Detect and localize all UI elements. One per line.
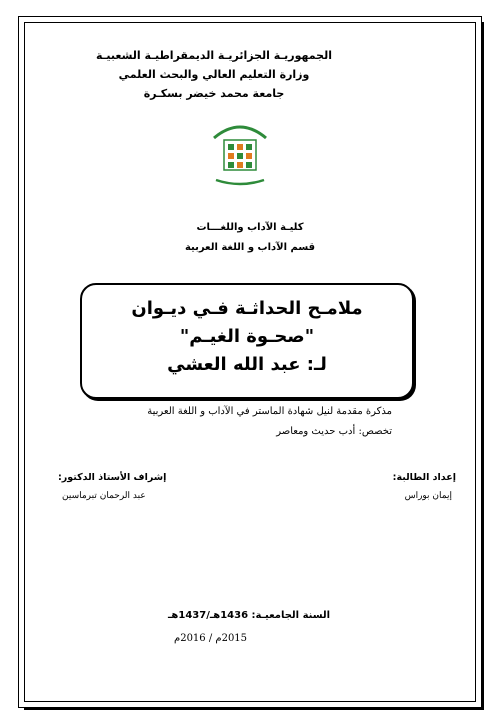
college-name: كليـة الآداب واللغـــات	[196, 222, 304, 233]
academic-year-hijri: السنة الجامعيـة: 1436هـ/1437هـ	[168, 610, 331, 621]
academic-year-gregorian: 2015م / 2016م	[174, 633, 248, 644]
thesis-title-line2: "صحـوة الغيـم"	[179, 326, 315, 347]
faculty-block	[160, 218, 340, 258]
supervisor-label: إشراف الأستاذ الدكتور:	[58, 472, 167, 483]
university-logo	[204, 118, 276, 190]
thesis-title-box	[80, 283, 414, 399]
specialization: تخصص: أدب حديث ومعاصر	[276, 426, 392, 437]
supervisor-name: عبد الرحمان تبرماسين	[62, 491, 146, 501]
header-republic: الجمهوريـة الجزائريـة الديمقراطيـة الشعبيـة	[95, 49, 332, 62]
thesis-description	[92, 402, 392, 442]
thesis-title-author: لـ: عبد الله العشي	[167, 354, 327, 375]
department-name: قسم الآداب و اللغة العربية	[184, 242, 316, 253]
student-label: إعداد الطالبة:	[392, 472, 456, 483]
student-name: إيمان بوراس	[404, 491, 452, 501]
page-border-shadow-right	[481, 22, 484, 708]
header-ministry: وزارة التعليم العالي والبحث العلمي	[118, 68, 310, 81]
thesis-title-line1: ملامـح الحداثـة فـي ديـوان	[131, 298, 363, 319]
page-border-shadow-bottom	[24, 707, 484, 710]
degree-statement: مذكرة مقدمة لنيل شهادة الماستر في الآداب و اللغة العربية	[147, 406, 392, 417]
university-logo-icon	[204, 118, 276, 190]
institution-header	[64, 46, 364, 103]
header-university: جامعة محمد خيضر بسكـرة	[143, 87, 285, 100]
